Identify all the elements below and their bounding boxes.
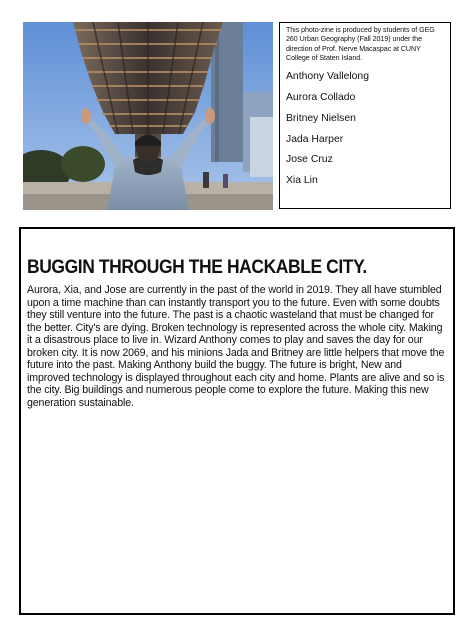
student-name: Jose Cruz <box>286 154 333 166</box>
credits-box <box>279 22 451 209</box>
student-name: Anthony Vallelong <box>286 71 369 83</box>
cover-photo <box>23 22 273 210</box>
story-body: Aurora, Xia, and Jose are currently in the past of the world in 2019. They all have stumbled upon a time machine than can instantly transport you to the future. Even with some doubts they still venture into the future. The past is a chaotic wasteland that must be changed for the better. City's are dying. Broken technology is represented across the whole city. Making it a disastrous place to live in. Wizard Anthony comes to play and saves the day for our broken city. It is now 2069, and his minions Jada and Britney are little helpers that move the future into the past. Making Anthony build the buggy. The future is bright, New and improved technology is displayed throughout each city and home. Plants are alive and so is the city. Big buildings and numerous people come to explore the future. Making this new generation sustainable. <box>27 284 445 409</box>
student-name: Jada Harper <box>286 133 344 145</box>
student-name: Britney Nielsen <box>286 112 356 124</box>
story-box <box>19 227 455 615</box>
student-name: Aurora Collado <box>286 91 356 103</box>
story-title: BUGGIN THROUGH THE HACKABLE CITY. <box>27 257 367 278</box>
student-list <box>286 67 444 192</box>
credits-intro: This photo-zine is produced by students of GEG 260 Urban Geography (Fall 2019) under the direction of Prof. Nerve Macaspac at CUNY College of Staten Island. <box>286 26 435 62</box>
student-name: Xia Lin <box>286 175 318 187</box>
